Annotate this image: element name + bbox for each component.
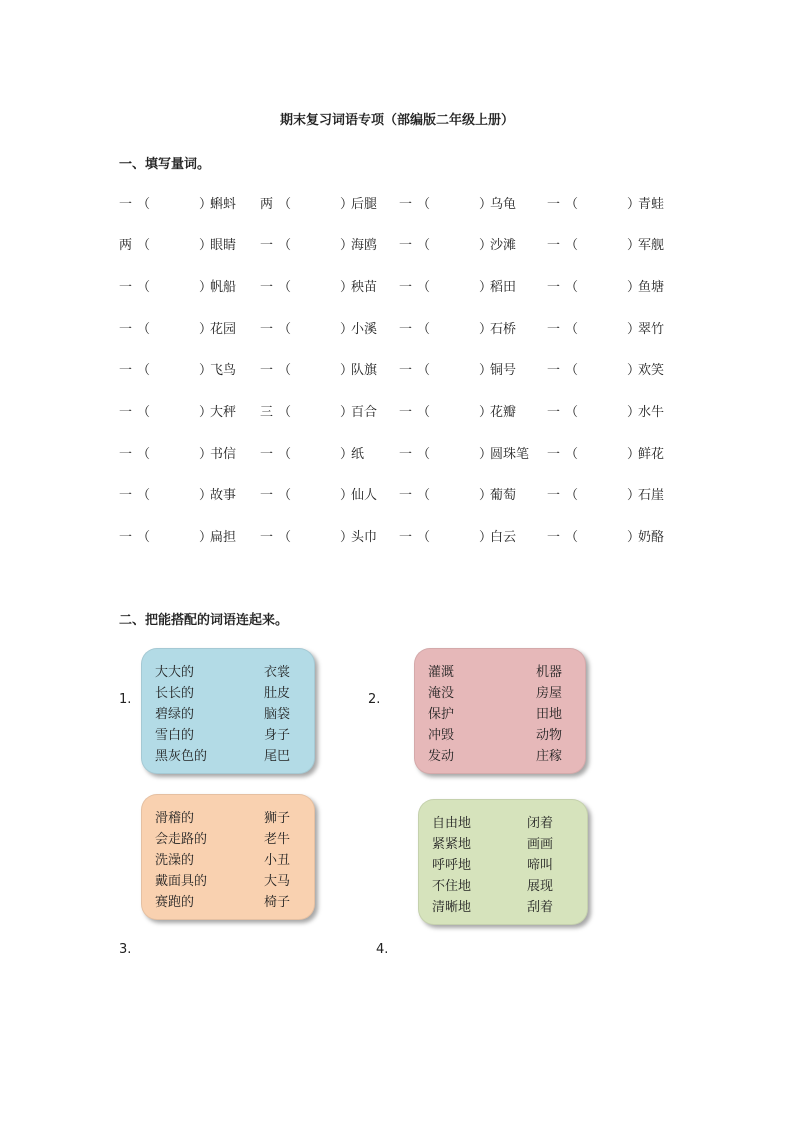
left-paren: （ — [278, 363, 292, 378]
match-right-word[interactable]: 机器 — [535, 665, 562, 680]
match-box-4 — [418, 799, 588, 925]
right-paren: ） — [627, 238, 641, 253]
page-title: 期末复习词语专项（部编版二年级上册） — [279, 113, 514, 128]
right-paren: ） — [627, 280, 641, 295]
section2-heading: 二、把能搭配的词语连起来。 — [119, 613, 289, 628]
number-label: 一 — [399, 488, 413, 503]
noun-label: 仙人 — [351, 488, 378, 503]
left-paren: （ — [417, 197, 431, 212]
left-paren: （ — [417, 530, 431, 545]
match-right-word[interactable]: 衣裳 — [263, 665, 290, 680]
number-label: 一 — [399, 238, 413, 253]
right-paren: ） — [199, 322, 213, 337]
right-paren: ） — [340, 197, 354, 212]
noun-label: 鲜花 — [638, 447, 665, 462]
right-paren: ） — [199, 447, 213, 462]
match-right-word[interactable]: 肚皮 — [263, 686, 290, 701]
left-paren: （ — [417, 238, 431, 253]
number-label: 一 — [119, 322, 133, 337]
left-paren: （ — [137, 405, 151, 420]
number-label: 一 — [119, 488, 133, 503]
match-right-word[interactable]: 脑袋 — [263, 707, 290, 722]
number-label: 一 — [119, 447, 133, 462]
noun-label: 乌龟 — [490, 197, 517, 212]
number-label: 一 — [260, 238, 274, 253]
left-paren: （ — [565, 238, 579, 253]
left-paren: （ — [278, 197, 292, 212]
right-paren: ） — [199, 488, 213, 503]
noun-label: 海鸥 — [351, 238, 378, 253]
match-box-1 — [141, 648, 315, 774]
right-paren: ） — [199, 530, 213, 545]
number-label: 一 — [547, 530, 561, 545]
right-paren: ） — [340, 238, 354, 253]
right-paren: ） — [479, 197, 493, 212]
noun-label: 翠竹 — [638, 322, 665, 337]
exercise-row — [119, 193, 679, 213]
right-paren: ） — [627, 405, 641, 420]
number-label: 一 — [260, 488, 274, 503]
right-paren: ） — [199, 280, 213, 295]
number-label: 一 — [547, 405, 561, 420]
noun-label: 花瓣 — [490, 405, 517, 420]
noun-label: 稻田 — [490, 280, 517, 295]
noun-label: 圆珠笔 — [490, 447, 530, 462]
right-paren: ） — [340, 405, 354, 420]
number-label: 一 — [547, 197, 561, 212]
noun-label: 纸 — [351, 447, 365, 462]
number-label: 一 — [260, 447, 274, 462]
right-paren: ） — [627, 197, 641, 212]
left-paren: （ — [278, 530, 292, 545]
match-right-word[interactable]: 田地 — [535, 707, 562, 722]
exercise-row — [119, 443, 679, 463]
right-paren: ） — [199, 363, 213, 378]
right-paren: ） — [627, 447, 641, 462]
number-label: 一 — [547, 488, 561, 503]
exercise-row — [119, 359, 679, 379]
right-paren: ） — [340, 322, 354, 337]
match-left-word[interactable]: 戴面具的 — [155, 874, 208, 889]
match-left-word[interactable]: 不住地 — [432, 879, 472, 894]
noun-label: 后腿 — [351, 197, 378, 212]
right-paren: ） — [199, 238, 213, 253]
left-paren: （ — [417, 363, 431, 378]
match-left-word[interactable]: 灌溉 — [428, 665, 455, 680]
match-left-word[interactable]: 黑灰色的 — [155, 749, 208, 764]
number-label: 一 — [547, 447, 561, 462]
match-left-word[interactable]: 自由地 — [432, 816, 472, 831]
noun-label: 眼睛 — [210, 238, 237, 253]
match-right-word[interactable]: 刮着 — [526, 900, 553, 915]
left-paren: （ — [137, 238, 151, 253]
match-right-word[interactable]: 椅子 — [263, 895, 290, 910]
noun-label: 蝌蚪 — [210, 197, 237, 212]
noun-label: 大秤 — [210, 405, 237, 420]
group-number: 4. — [376, 942, 389, 957]
match-left-word[interactable]: 赛跑的 — [155, 895, 195, 910]
match-left-word[interactable]: 发动 — [428, 749, 455, 764]
left-paren: （ — [565, 322, 579, 337]
noun-label: 头巾 — [351, 530, 378, 545]
match-right-word[interactable]: 大马 — [263, 874, 290, 889]
right-paren: ） — [340, 488, 354, 503]
left-paren: （ — [278, 280, 292, 295]
match-left-word[interactable]: 雪白的 — [155, 728, 195, 743]
match-left-word[interactable]: 淹没 — [428, 686, 455, 701]
group-number: 3. — [119, 942, 132, 957]
exercise-row — [119, 276, 679, 296]
match-box-2 — [414, 648, 586, 774]
match-right-word[interactable]: 老牛 — [263, 832, 290, 847]
match-right-word[interactable]: 房屋 — [535, 686, 562, 701]
left-paren: （ — [417, 322, 431, 337]
number-label: 一 — [547, 363, 561, 378]
right-paren: ） — [627, 363, 641, 378]
noun-label: 故事 — [210, 488, 237, 503]
left-paren: （ — [137, 488, 151, 503]
match-left-word[interactable]: 保护 — [428, 707, 455, 722]
match-right-word[interactable]: 动物 — [535, 728, 562, 743]
match-left-word[interactable]: 长长的 — [155, 686, 195, 701]
match-right-word[interactable]: 小丑 — [263, 853, 290, 868]
left-paren: （ — [565, 488, 579, 503]
right-paren: ） — [627, 488, 641, 503]
number-label: 一 — [399, 447, 413, 462]
right-paren: ） — [340, 447, 354, 462]
right-paren: ） — [627, 322, 641, 337]
left-paren: （ — [565, 530, 579, 545]
match-box-3 — [141, 794, 315, 920]
match-right-word[interactable]: 闭着 — [526, 816, 553, 831]
noun-label: 鱼塘 — [638, 280, 665, 295]
noun-label: 花园 — [210, 322, 237, 337]
right-paren: ） — [479, 238, 493, 253]
number-label: 一 — [119, 363, 133, 378]
left-paren: （ — [278, 405, 292, 420]
number-label: 一 — [399, 363, 413, 378]
number-label: 一 — [547, 238, 561, 253]
left-paren: （ — [565, 280, 579, 295]
number-label: 一 — [547, 280, 561, 295]
match-right-word[interactable]: 尾巴 — [263, 749, 290, 764]
number-label: 一 — [399, 322, 413, 337]
left-paren: （ — [278, 447, 292, 462]
match-left-word[interactable]: 滑稽的 — [155, 811, 195, 826]
right-paren: ） — [479, 488, 493, 503]
left-paren: （ — [137, 447, 151, 462]
number-label: 三 — [260, 405, 274, 420]
number-label: 一 — [119, 280, 133, 295]
noun-label: 葡萄 — [490, 488, 517, 503]
number-label: 两 — [260, 197, 274, 212]
left-paren: （ — [278, 238, 292, 253]
left-paren: （ — [417, 405, 431, 420]
noun-label: 白云 — [490, 530, 517, 545]
match-left-word[interactable]: 碧绿的 — [155, 707, 195, 722]
left-paren: （ — [137, 280, 151, 295]
left-paren: （ — [417, 280, 431, 295]
left-paren: （ — [565, 447, 579, 462]
match-left-word[interactable]: 清晰地 — [432, 900, 472, 915]
match-left-word[interactable]: 呼呼地 — [432, 858, 472, 873]
exercise-row — [119, 484, 679, 504]
exercise-row — [119, 526, 679, 546]
noun-label: 奶酪 — [638, 530, 665, 545]
number-label: 一 — [547, 322, 561, 337]
exercise-row — [119, 401, 679, 421]
number-label: 一 — [260, 363, 274, 378]
match-left-word[interactable]: 会走路的 — [155, 832, 208, 847]
right-paren: ） — [340, 363, 354, 378]
match-right-word[interactable]: 狮子 — [263, 811, 290, 826]
left-paren: （ — [565, 363, 579, 378]
section1-heading: 一、填写量词。 — [119, 157, 211, 172]
match-right-word[interactable]: 身子 — [263, 728, 290, 743]
number-label: 一 — [399, 405, 413, 420]
left-paren: （ — [278, 322, 292, 337]
noun-label: 小溪 — [351, 322, 378, 337]
number-label: 一 — [260, 530, 274, 545]
left-paren: （ — [137, 322, 151, 337]
noun-label: 沙滩 — [490, 238, 517, 253]
noun-label: 军舰 — [638, 238, 665, 253]
noun-label: 水牛 — [638, 405, 665, 420]
number-label: 一 — [119, 405, 133, 420]
left-paren: （ — [565, 197, 579, 212]
left-paren: （ — [565, 405, 579, 420]
noun-label: 石桥 — [490, 322, 517, 337]
right-paren: ） — [199, 405, 213, 420]
left-paren: （ — [278, 488, 292, 503]
number-label: 一 — [399, 530, 413, 545]
match-left-word[interactable]: 大大的 — [155, 665, 195, 680]
exercise-row — [119, 318, 679, 338]
right-paren: ） — [340, 530, 354, 545]
number-label: 一 — [260, 322, 274, 337]
left-paren: （ — [417, 488, 431, 503]
right-paren: ） — [479, 363, 493, 378]
right-paren: ） — [479, 530, 493, 545]
right-paren: ） — [627, 530, 641, 545]
right-paren: ） — [479, 322, 493, 337]
exercise-row — [119, 234, 679, 254]
noun-label: 扁担 — [210, 530, 237, 545]
number-label: 一 — [119, 530, 133, 545]
number-label: 一 — [119, 197, 133, 212]
noun-label: 青蛙 — [638, 197, 665, 212]
number-label: 一 — [260, 280, 274, 295]
noun-label: 百合 — [351, 405, 378, 420]
match-right-word[interactable]: 庄稼 — [535, 749, 562, 764]
right-paren: ） — [199, 197, 213, 212]
number-label: 一 — [399, 197, 413, 212]
match-left-word[interactable]: 洗澡的 — [155, 853, 195, 868]
left-paren: （ — [137, 530, 151, 545]
noun-label: 帆船 — [210, 280, 237, 295]
right-paren: ） — [479, 447, 493, 462]
right-paren: ） — [340, 280, 354, 295]
noun-label: 石崖 — [638, 488, 665, 503]
noun-label: 铜号 — [490, 363, 517, 378]
match-right-word[interactable]: 啼叫 — [526, 858, 553, 873]
noun-label: 欢笑 — [638, 363, 665, 378]
left-paren: （ — [137, 363, 151, 378]
group-number: 2. — [368, 692, 381, 707]
number-label: 两 — [119, 238, 133, 253]
left-paren: （ — [417, 447, 431, 462]
match-right-word[interactable]: 展现 — [526, 879, 553, 894]
match-right-word[interactable]: 画画 — [526, 837, 553, 852]
match-left-word[interactable]: 紧紧地 — [432, 837, 472, 852]
noun-label: 书信 — [210, 447, 237, 462]
right-paren: ） — [479, 405, 493, 420]
noun-label: 飞鸟 — [210, 363, 237, 378]
noun-label: 秧苗 — [351, 280, 378, 295]
noun-label: 队旗 — [351, 363, 378, 378]
right-paren: ） — [479, 280, 493, 295]
left-paren: （ — [137, 197, 151, 212]
group-number: 1. — [119, 692, 132, 707]
match-left-word[interactable]: 冲毁 — [428, 728, 455, 743]
number-label: 一 — [399, 280, 413, 295]
